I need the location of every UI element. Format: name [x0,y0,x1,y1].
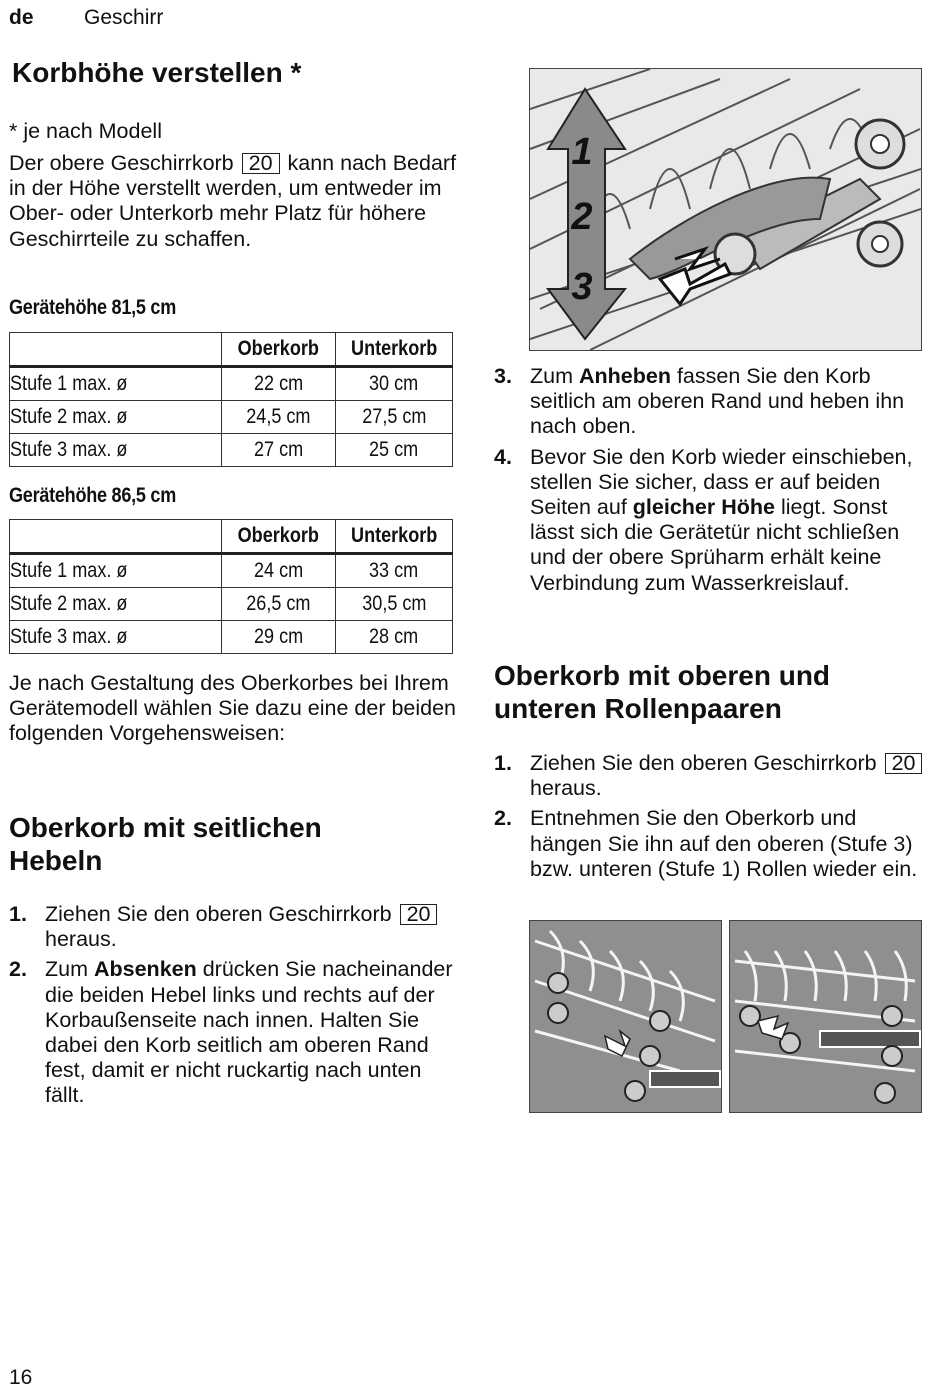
table-cell: 29 cm [222,621,336,654]
table-cell: 27,5 cm [336,401,453,434]
table-header-cell: Unterkorb [336,520,453,554]
table-cell: Stufe 2 max. ø [10,588,222,621]
item-reference: 20 [885,753,923,774]
table2-caption: Gerätehöhe 86,5 cm [9,484,177,507]
list-item: 4. Bevor Sie den Korb wieder einschieben, stellen Sie sicher, dass er auf beiden Seiten auf gleicher Höhe liegt. Sonst lässt sich die Gerätetür nicht schließen und der obere Sprüharm erhält keine Verbindung zum Wasserkreislauf. [494,444,913,595]
list-item: 3. Zum Anheben fassen Sie den Korb seitlich am oberen Rand und heben ihn nach oben. [494,364,905,439]
table-row [10,554,453,588]
table-cell: 33 cm [336,554,453,588]
intro-paragraph [9,151,459,252]
table-row [10,621,453,654]
list-item: 2. Entnehmen Sie den Oberkorb und hängen Sie ihn auf den oberen (Stufe 3) bzw. unteren (Stufe 1) Rollen wieder ein. [494,806,918,881]
table-cell: Stufe 1 max. ø [10,554,222,588]
rollers-steps-list [494,751,934,887]
list-item: 1. Ziehen Sie den oberen Geschirrkorb 20 heraus. [9,902,459,952]
height-table-86 [9,519,453,654]
roller-drawing [530,921,721,1112]
table-cell: 30 cm [336,367,453,401]
table-header-cell [10,333,222,367]
outro-paragraph: Je nach Gestaltung des Oberkorbes bei Ihrem Gerätemodell wählen Sie dazu eine der beiden folgenden Vorgehensweisen: [9,671,457,746]
table-cell: 25 cm [336,434,453,467]
page-number: 16 [9,1366,33,1389]
table-row [10,401,453,434]
table-cell: 22 cm [222,367,336,401]
levers-steps-list [9,902,459,1114]
level-label: 1 [571,131,593,173]
table-header-cell: Oberkorb [222,520,336,554]
section-title-levers: Oberkorb mit seitlichen Hebeln [9,812,322,876]
table-cell: Stufe 3 max. ø [10,621,222,654]
table-row [10,434,453,467]
lever-basket-illustration [529,68,922,351]
table-header-cell [10,520,222,554]
roller-basket-illustration-1 [529,920,722,1113]
level-label: 3 [571,266,593,308]
table-cell: 27 cm [222,434,336,467]
levers-steps-continued [494,364,934,601]
table-cell: 30,5 cm [336,588,453,621]
table-header-cell: Unterkorb [336,333,453,367]
level-label: 2 [571,196,593,238]
table-cell: Stufe 1 max. ø [10,367,222,401]
model-note: * je nach Modell [9,119,162,143]
table-header-row [10,520,453,554]
table-cell: 26,5 cm [222,588,336,621]
table-cell: Stufe 2 max. ø [10,401,222,434]
table-header-cell: Oberkorb [222,333,336,367]
table-cell: 28 cm [336,621,453,654]
roller-basket-illustration-2 [729,920,922,1113]
table-cell: 24,5 cm [222,401,336,434]
table-row [10,588,453,621]
roller-drawing [730,921,921,1112]
table-cell: Stufe 3 max. ø [10,434,222,467]
section-name: Geschirr [84,6,164,29]
height-table-81 [9,332,453,467]
intro-text-post: kann nach Bedarf in der Höhe verstellt werden, um entweder im Ober- oder Unterkorb mehr Platz für höhere Geschirrteile zu schaffen. [9,151,457,251]
item-reference: 20 [400,904,438,925]
table-header-row [10,333,453,367]
table1-caption: Gerätehöhe 81,5 cm [9,296,177,319]
page-title: Korbhöhe verstellen * [12,57,302,88]
list-item: 2. Zum Absenken drücken Sie nacheinander die beiden Hebel links und rechts auf der Korbaußenseite nach innen. Halten Sie dabei den Korb seitlich am oberen Rand fest, damit er nicht ruckartig nach unten fällt. [9,957,453,1108]
basket-drawing [530,69,921,350]
language-code: de [9,6,34,29]
table-row [10,367,453,401]
section-title-rollers: Oberkorb mit oberen und unteren Rollenpaaren [494,660,831,724]
item-reference: 20 [242,153,280,174]
table-cell: 24 cm [222,554,336,588]
intro-text-pre: Der obere Geschirrkorb [9,151,240,175]
list-item: 1. Ziehen Sie den oberen Geschirrkorb 20 heraus. [494,751,934,801]
